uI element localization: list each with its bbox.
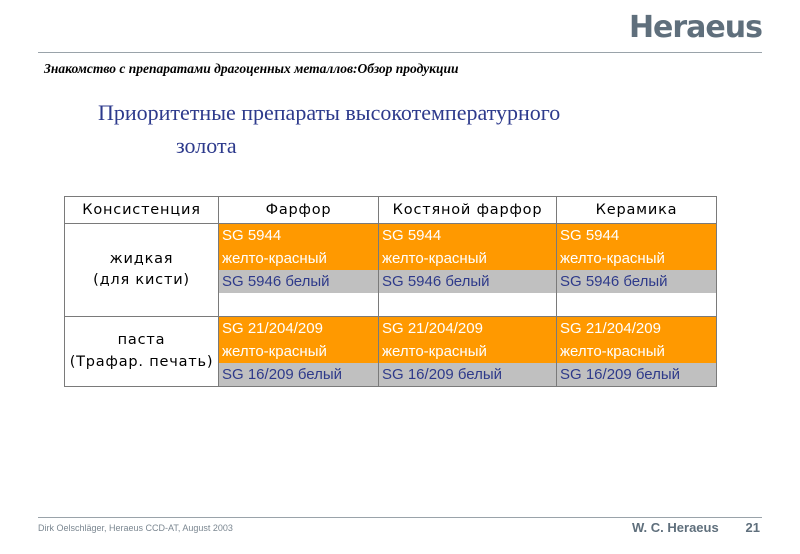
product-color: желто-красный — [219, 247, 378, 270]
blank-band — [219, 293, 378, 316]
slide-title-line-1: Приоритетные препараты высокотемпературного — [98, 100, 561, 125]
product-alt: SG 16/209 белый — [219, 363, 378, 386]
header-ceramics: Керамика — [557, 197, 717, 224]
blank-band — [379, 293, 556, 316]
product-code: SG 21/204/209 — [557, 317, 716, 340]
table-header-row — [65, 197, 717, 224]
slide-title-line-2: золота — [176, 133, 237, 158]
section-subtitle: Знакомство с препаратами драгоценных металлов:Обзор продукции — [44, 61, 459, 76]
header-porcelain: Фарфор — [219, 197, 379, 224]
product-color: желто-красный — [379, 247, 556, 270]
product-cell — [219, 224, 379, 317]
product-cell — [379, 317, 557, 387]
table-row — [65, 317, 717, 387]
header-bone-china: Костяной фарфор — [379, 197, 557, 224]
product-cell — [557, 224, 717, 317]
consistency-cell — [65, 224, 219, 317]
product-alt: SG 5946 белый — [219, 270, 378, 293]
heraeus-logo: Heraeus — [628, 10, 762, 45]
product-color: желто-красный — [557, 340, 716, 363]
consistency-note: (для кисти) — [93, 272, 190, 288]
product-code: SG 5944 — [379, 224, 556, 247]
header-divider — [38, 52, 762, 53]
consistency-label: жидкая — [109, 250, 174, 267]
blank-band — [557, 293, 716, 316]
product-cell — [557, 317, 717, 387]
footer-author: Dirk Oelschläger, Heraeus CCD-AT, August 2003 — [38, 523, 233, 533]
product-color: желто-красный — [219, 340, 378, 363]
product-code: SG 5944 — [557, 224, 716, 247]
footer-brand: W. C. Heraeus — [632, 520, 719, 535]
header-consistency: Консистенция — [65, 197, 219, 224]
product-alt: SG 16/209 белый — [557, 363, 716, 386]
product-color: желто-красный — [379, 340, 556, 363]
consistency-cell — [65, 317, 219, 387]
product-alt: SG 16/209 белый — [379, 363, 556, 386]
product-code: SG 21/204/209 — [219, 317, 378, 340]
product-table — [64, 196, 717, 387]
product-color: желто-красный — [557, 247, 716, 270]
product-alt: SG 5946 белый — [557, 270, 716, 293]
product-code: SG 5944 — [219, 224, 378, 247]
table-row — [65, 224, 717, 317]
product-alt: SG 5946 белый — [379, 270, 556, 293]
product-cell — [379, 224, 557, 317]
consistency-label: паста — [117, 332, 166, 349]
page-number: 21 — [745, 520, 760, 535]
product-cell — [219, 317, 379, 387]
slide-title — [98, 96, 718, 162]
footer-divider — [38, 517, 762, 518]
consistency-note: (Трафар. печать) — [69, 353, 214, 370]
product-code: SG 21/204/209 — [379, 317, 556, 340]
